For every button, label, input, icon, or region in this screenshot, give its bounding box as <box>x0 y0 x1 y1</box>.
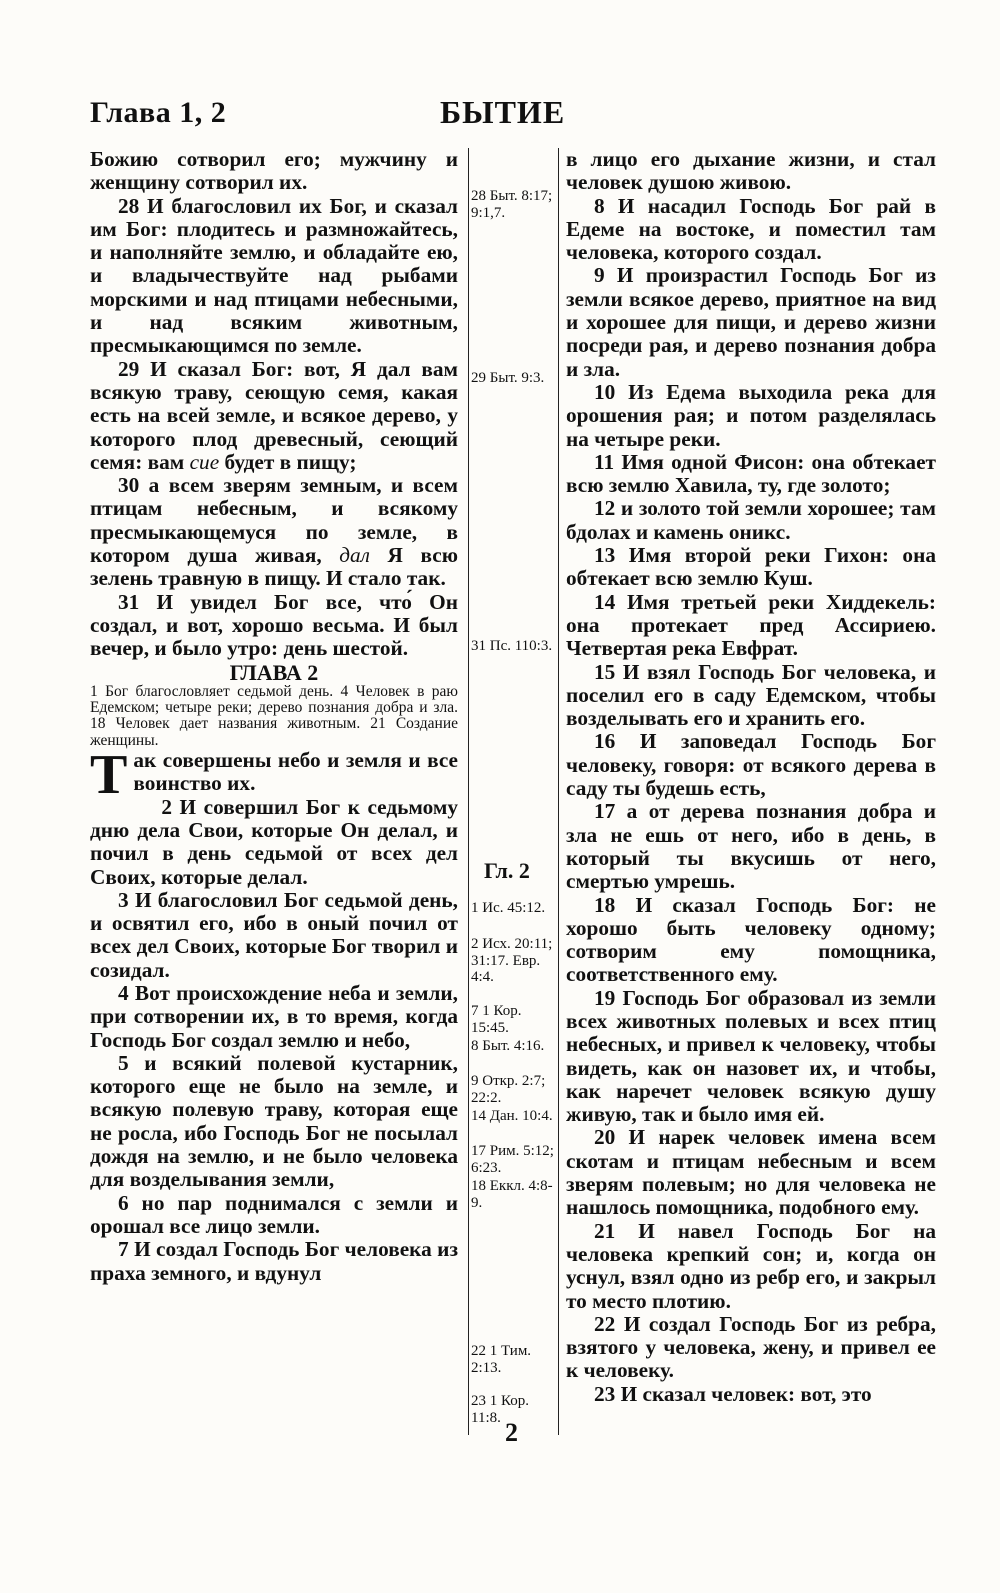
verse-10: 10 Из Едема выходила река для орошения рая; и потом разделялась на четыре реки. <box>566 379 936 451</box>
verse-19: 19 Господь Бог образовал из земли всех животных полевых и всех птиц небесных, и привел к человеку, чтобы видеть, как он назовет их, и чтобы, как наречет человек всякую душу живую, так и было имя ей. <box>566 985 936 1127</box>
column-divider-right <box>558 148 559 1435</box>
verse-30-italic: дал <box>339 543 370 568</box>
ref-22: 22 1 Тим. 2:13. <box>471 1343 532 1376</box>
verse-17: 17 а от дерева познания добра и зла не ешь от него, ибо в день, в который ты вкусишь от него, смертью умрешь. <box>566 799 936 894</box>
verse-7: 7 И создал Господь Бог человека из праха земного, и вдунул <box>90 1237 458 1285</box>
left-text-column <box>90 148 458 1285</box>
right-text-column <box>566 148 936 1406</box>
verse-13: 13 Имя второй реки Гихон: она обтекает всю землю Куш. <box>566 543 936 591</box>
verse-29-text-a: 29 И сказал Бог: вот, Я дал вам всякую траву, сеющую семя, какая есть на всей земле, и всякое дерево, у которого плод древесный, сеющий семя: вам <box>90 356 458 474</box>
verse-28: 28 И благословил их Бог, и сказал им Бог: плодитесь и размножайтесь, и наполняйте землю, и обладайте ею, и владычествуйте над рыбами морскими и над птицами небесными, и над всяким животным, пресмыкающимся по земле. <box>90 193 458 358</box>
book-title: БЫТИЕ <box>440 94 566 130</box>
chapter-2-summary: 1 Бог благословляет седьмой день. 4 Человек в раю Едемском; четыре реки; дерево познания добра и зла. 18 Человек дает названия животным. 21 Создание женщины. <box>90 682 458 749</box>
ref-9: 9 Откр. 2:7; 22:2. <box>471 1073 546 1106</box>
verse-12: 12 и золото той земли хорошее; там бдолах и камень оникс. <box>566 496 936 544</box>
verse-14: 14 Имя третьей реки Хиддекель: она протекает пред Ассириею. Четвертая река Евфрат. <box>566 589 936 661</box>
ref-2: 2 Исх. 20:11; 31:17. Евр. 4:4. <box>471 936 553 985</box>
verse-20: 20 И нарек человек имена всем скотам и птицам небесным и всем зверям полевым; но для человека не нашлось помощника, подобного ему. <box>566 1125 936 1220</box>
verse-2: 2 И совершил Бог к седьмому дню дела Свои, которые Он делал, и почил в день седьмой от всех дел Своих, которые делал. <box>90 794 458 889</box>
verse-5: 5 и всякий полевой кустарник, которого еще не было на земле, и всякую полевую траву, которая еще не росла, ибо Господь Бог не посылал дождя на землю, и не было человека для возделывания земли, <box>90 1050 458 1192</box>
verse-18: 18 И сказал Господь Бог: не хорошо быть человеку одному; сотворим ему помощника, соответственного ему. <box>566 892 936 987</box>
chapter-2-heading: ГЛАВА 2 <box>229 659 319 685</box>
drop-cap: Т <box>90 744 128 807</box>
ref-1: 1 Ис. 45:12. <box>471 900 546 916</box>
ref-28: 28 Быт. 8:17; 9:1,7. <box>471 188 553 221</box>
ref-18: 18 Еккл. 4:8-9. <box>471 1178 553 1211</box>
verse-31: 31 И увидел Бог все, что́ Он создал, и вот, хорошо весьма. И был вечер, и было утро: день шестой. <box>90 589 458 661</box>
verse-23: 23 И сказал человек: вот, это <box>594 1381 872 1406</box>
verse-21: 21 И навел Господь Бог на человека крепкий сон; и, когда он уснул, взял одно из ребр его, и закрыл то место плотию. <box>566 1218 936 1313</box>
column-divider-left <box>468 148 469 1435</box>
verse-22: 22 И создал Господь Бог из ребра, взятого у человека, жену, и привел ее к человеку. <box>566 1311 936 1383</box>
verse-1-text: ак совершены небо и земля и все воинство их. <box>133 748 458 796</box>
ref-31: 31 Пс. 110:3. <box>471 638 553 654</box>
verse-3: 3 И благословил Бог седьмой день, и освятил его, ибо в оный почил от всех дел Своих, которые Бог творил и созидал. <box>90 887 458 982</box>
verse-4: 4 Вот происхождение неба и земли, при сотворении их, в то время, когда Господь Бог создал землю и небо, <box>90 980 458 1052</box>
chapter-2-ref-marker: Гл. 2 <box>484 858 530 883</box>
verse-15: 15 И взял Господь Бог человека, и поселил его в саду Едемском, чтобы возделывать его и хранить его. <box>566 659 936 731</box>
verse-9: 9 И произрастил Господь Бог из земли всякое дерево, приятное на вид и хорошее для пищи, и дерево жизни посреди рая, и дерево познания добра и зла. <box>566 263 936 381</box>
verse-1 <box>90 744 458 807</box>
verse-7-continuation: в лицо его дыхание жизни, и стал человек душою живою. <box>566 147 936 195</box>
verse-continuation: Божию сотворил его; мужчину и женщину сотворил их. <box>90 147 458 195</box>
page-number: 2 <box>505 1418 518 1447</box>
ref-14: 14 Дан. 10:4. <box>471 1108 553 1124</box>
verse-30 <box>90 474 458 590</box>
ref-17: 17 Рим. 5:12; 6:23. <box>471 1143 554 1176</box>
ref-23: 23 1 Кор. 11:8. <box>471 1393 530 1426</box>
ref-8: 8 Быт. 4:16. <box>471 1038 545 1054</box>
verse-30-text-b: Я всю зелень травную в пищу. И стало так. <box>90 543 458 591</box>
verse-11: 11 Имя одной Фисон: она обтекает всю землю Хавила, ту, где золото; <box>566 449 936 498</box>
ref-7: 7 1 Кор. 15:45. <box>471 1003 522 1036</box>
verse-29 <box>90 358 458 474</box>
verse-29-text-b: будет в пищу; <box>219 449 357 474</box>
chapter-range-header: Глава 1, 2 <box>90 96 227 129</box>
ref-29: 29 Быт. 9:3. <box>471 370 545 386</box>
verse-6: 6 но пар поднимался с земли и орошал все лицо земли. <box>90 1190 458 1238</box>
verse-8: 8 И насадил Господь Бог рай в Едеме на востоке, и поместил там человека, которого создал. <box>566 193 936 265</box>
verse-16: 16 И заповедал Господь Бог человеку, говоря: от всякого дерева в саду ты будешь есть, <box>566 729 936 801</box>
verse-30-text-a: 30 а всем зверям земным, и всем птицам небесным, и всякому пресмыкающемуся по земле, в котором душа живая, <box>90 473 458 568</box>
verse-29-italic: сие <box>189 449 220 474</box>
